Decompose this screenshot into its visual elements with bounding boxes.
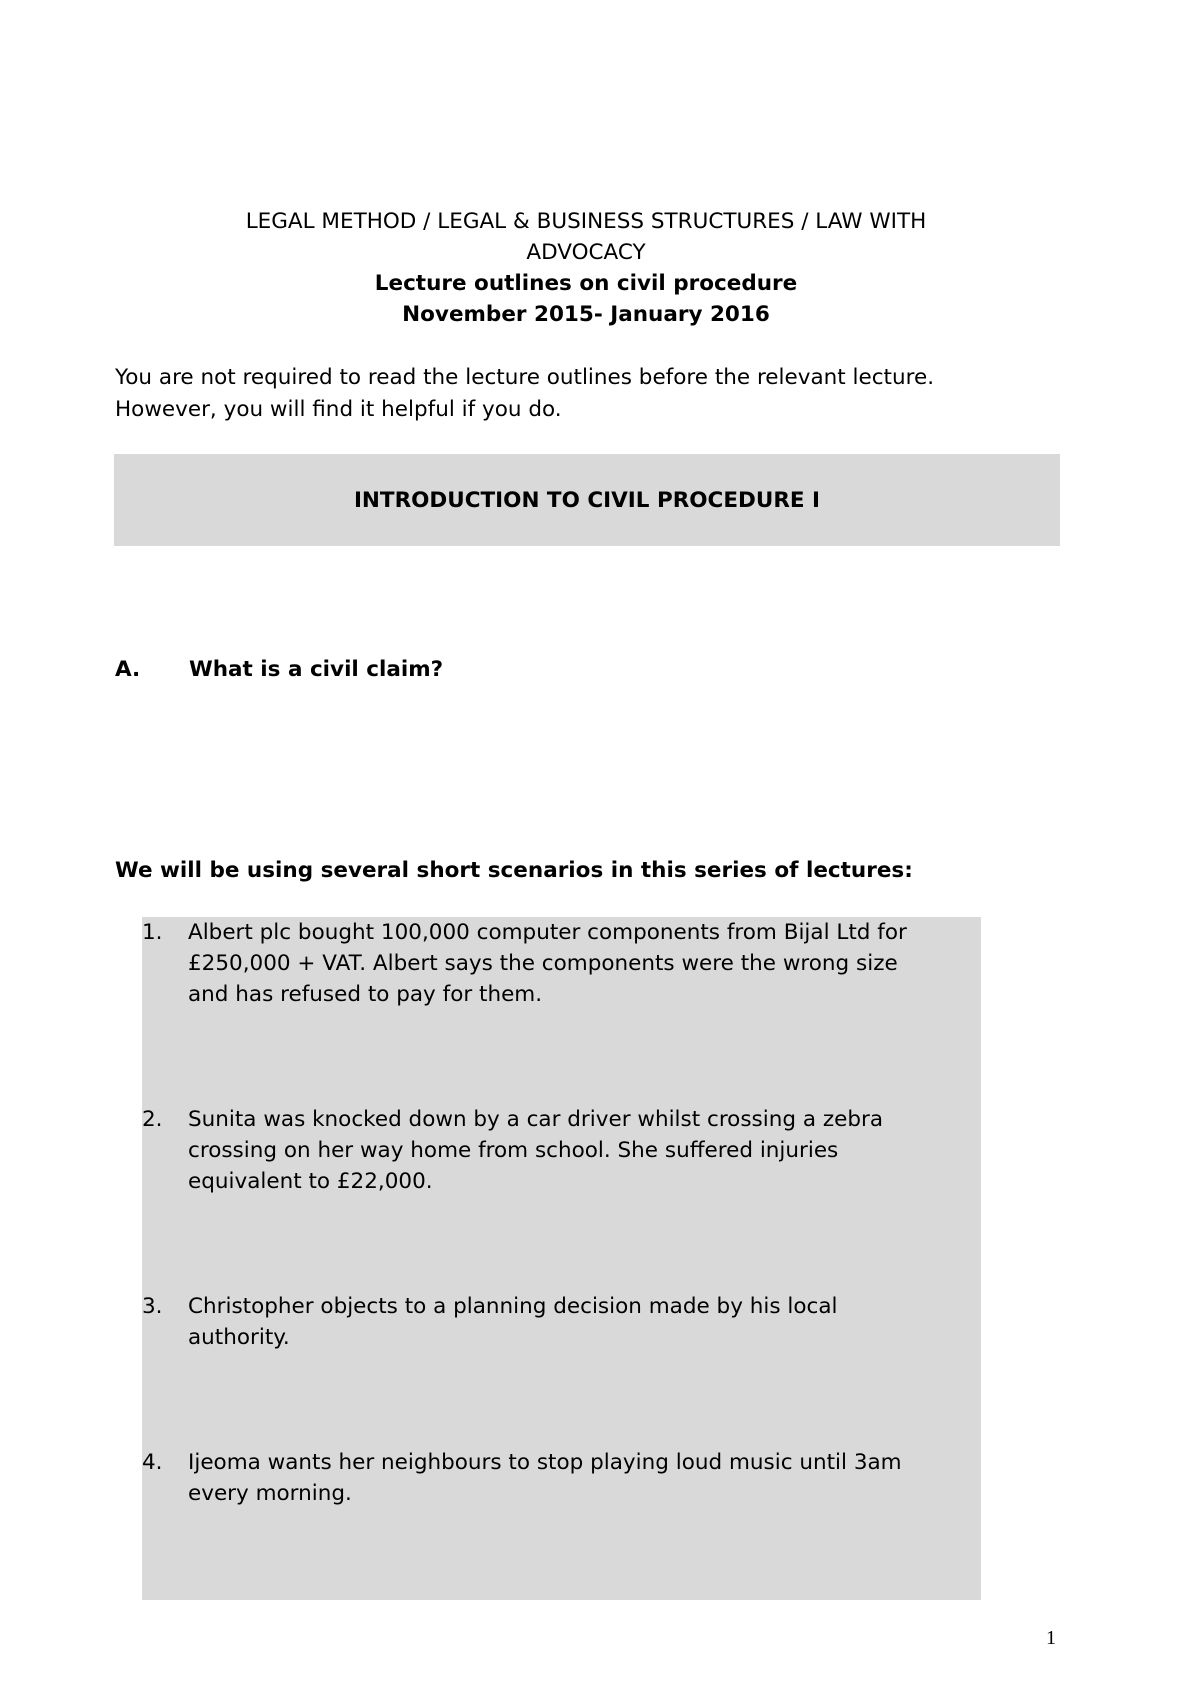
scenario-number: 2.: [142, 1107, 163, 1132]
section-a-letter: A.: [115, 657, 141, 682]
scenario-text: [188, 1447, 962, 1509]
document-title-line1: LEGAL METHOD / LEGAL & BUSINESS STRUCTURES / LAW WITH: [245, 209, 927, 234]
scenario-line: and has refused to pay for them.: [188, 982, 543, 1007]
scenario-number: 1.: [142, 920, 163, 945]
document-subtitle: Lecture outlines on civil procedure: [374, 271, 798, 296]
scenario-item-3: [142, 1291, 962, 1353]
scenario-line: authority.: [188, 1325, 290, 1350]
scenario-item-4: [142, 1447, 962, 1509]
scenario-line: crossing on her way home from school. She suffered injuries: [188, 1138, 839, 1163]
scenario-line: £250,000 + VAT. Albert says the components were the wrong size: [188, 951, 898, 976]
intro-line1: You are not required to read the lecture outlines before the relevant lecture.: [115, 365, 935, 390]
scenario-number: 4.: [142, 1450, 163, 1475]
page-number: 1: [1046, 1627, 1056, 1649]
scenario-text: [188, 1104, 962, 1197]
scenario-text: [188, 917, 962, 1010]
scenario-line: every morning.: [188, 1481, 352, 1506]
scenario-item-2: [142, 1104, 962, 1197]
scenario-text: [188, 1291, 962, 1353]
document-dates: November 2015- January 2016: [402, 302, 770, 327]
scenarios-heading: We will be using several short scenarios in this series of lectures:: [115, 858, 913, 883]
scenario-line: Christopher objects to a planning decision made by his local: [188, 1294, 838, 1319]
section-a-title: What is a civil claim?: [189, 657, 444, 682]
intro-line2: However, you will find it helpful if you do.: [115, 397, 562, 422]
scenario-line: Ijeoma wants her neighbours to stop playing loud music until 3am: [188, 1450, 902, 1475]
scenario-line: Sunita was knocked down by a car driver whilst crossing a zebra: [188, 1107, 884, 1132]
intro-paragraph: [115, 362, 1075, 426]
scenario-item-1: [142, 917, 962, 1010]
section-banner: [114, 454, 1060, 546]
scenario-number: 3.: [142, 1294, 163, 1319]
document-title-line2: ADVOCACY: [526, 240, 646, 265]
scenario-line: equivalent to £22,000.: [188, 1169, 433, 1194]
document-title-block: [115, 206, 1057, 330]
section-a-heading: [115, 654, 443, 686]
scenario-line: Albert plc bought 100,000 computer components from Bijal Ltd for: [188, 920, 907, 945]
section-banner-label: INTRODUCTION TO CIVIL PROCEDURE I: [353, 487, 821, 513]
